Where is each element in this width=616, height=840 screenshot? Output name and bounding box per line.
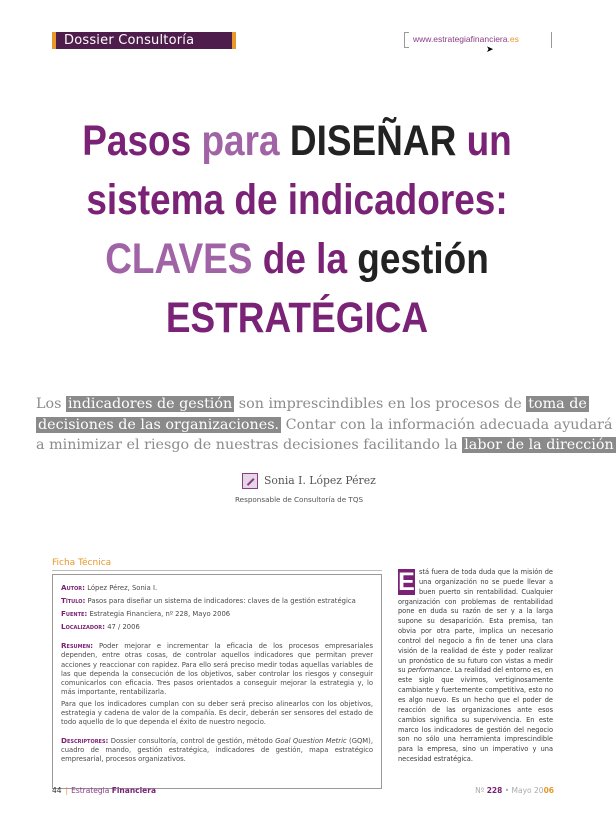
highlight: toma de (528, 396, 587, 412)
article-title (42, 112, 553, 348)
ficha-localizador: Localizador: 47 / 2006 (61, 622, 140, 632)
website-url[interactable]: www.estrategiafinanciera.es (413, 34, 519, 44)
ficha-titulo: Título: Pasos para diseñar un sistema de indicadores: claves de la gestión estratégica (61, 596, 356, 606)
pen-icon (242, 473, 258, 489)
ficha-heading: Ficha Técnica (52, 558, 112, 568)
footer-right: Nº 228 • Mayo 2006 (475, 786, 554, 795)
highlight: indicadores de gestión (67, 396, 233, 412)
body-text: E stá fuera de toda duda que la misión de una organización no se puede llevar a buen puerto sin rentabilidad. Cualquier organización con problemas de rentabilidad pone en duda su razón de ser y a la larga supone su desaparición. Esta premisa, tan obvia por otra parte, implica un necesario control del negocio a fin de tener una clara visión de la realidad de éste y poder realizar un pronóstico de su futuro con vistas a medir su performance. La realidad del entorno es, en este siglo que vivimos, vertiginosamente cambiante y fuertemente competitiva, esto no es algo nuevo. Es un hecho que el poder de reacción de las organizaciones ante esos cambios significa su supervivencia. En este marco los indicadores de gestión del negocio son no sólo una herramienta imprescindible para la empresa, sino un imperativo y una necesidad estratégica. (398, 568, 553, 764)
ficha-resumen-2: Para que los indicadores cumplan con su deber será preciso alinearlos con los objetivos, estrategia y cadena de valor de la compañía. Es decir, deberán ser sensores del estado de todo aquello de lo que dependa el éxito de nuestro negocio. (61, 699, 373, 727)
footer-left: 44 | Estrategia Financiera (52, 786, 157, 795)
ficha-descriptores: Descriptores: Dossier consultoría, control de gestión, método Goal Question Metric (GQM), cuadro de mando, gestión estratégica, indicadores de gestión, mapa estratégico empresarial, procesos organizativos. (61, 736, 373, 764)
ficha-autor: Autor: López Pérez, Sonia I. (61, 583, 158, 592)
title-line-2: sistema de indicadores: (86, 176, 508, 224)
section-tag: Dossier Consultoría (52, 32, 236, 49)
website-link[interactable] (404, 32, 552, 48)
highlight: decisiones de las organizaciones. (38, 416, 280, 433)
page-number: 44 (52, 786, 62, 795)
ficha-fuente: Fuente: Estrategia Financiera, nº 228, Mayo 2006 (61, 609, 231, 619)
title-line-3: CLAVES de la gestión (105, 235, 489, 283)
highlight: labor de la dirección (464, 437, 614, 453)
title-line-1: Pasos para DISEÑAR un (82, 117, 512, 165)
intro-paragraph: Los indicadores de gestión son imprescindibles en los procesos de toma de decisiones de las organizaciones. Contar con la información adecuada ayudará a minimizar el riesgo de nuestras decisiones facilitando la labor de la dirección (36, 396, 614, 453)
author-role: Responsable de Consultoría de TQS (235, 495, 364, 504)
drop-cap: E (398, 568, 415, 596)
ficha-resumen: Resumen: Poder mejorar e incrementar la eficacia de los procesos empresariales dependen, entre otras cosas, de controlar aquellos indicadores que permitan prever acciones y reaccionar con rapidez. Para ello será preciso medir todas aquellas variables de las que dependa la consecución de los objetivos, saber controlar los riesgos y conseguir comunicarlos con eficacia. Tres pasos orientados a conseguir mejorar la estrategia y, lo más importante, rentabilizarla. (61, 641, 373, 696)
divider (52, 570, 382, 571)
ficha-tecnica-box (52, 574, 382, 789)
author-name: Sonia I. López Pérez (264, 474, 376, 487)
cursor-arrow-icon: ➤ (486, 44, 494, 54)
title-line-4: ESTRATÉGICA (165, 294, 429, 342)
